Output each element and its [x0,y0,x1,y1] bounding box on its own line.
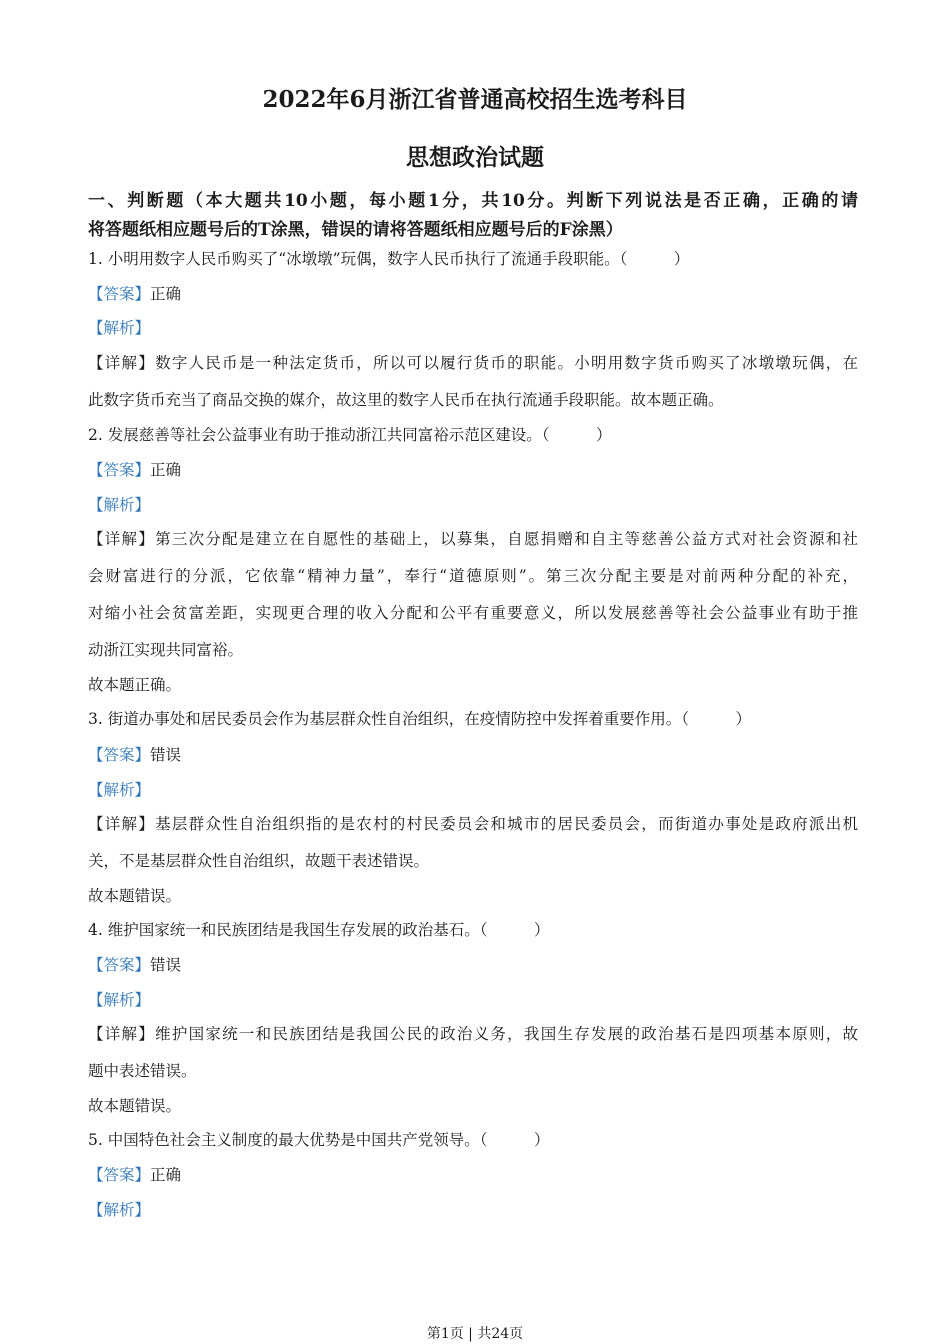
detail-text: 数字人民币是一种法定货币，所以可以履行货币的职能。小明用数字货币购买了冰墩墩玩偶，在 [155,354,858,372]
answer-label: 【答案】 [88,956,151,974]
question-stem: 5. 中国特色社会主义制度的最大优势是中国共产党领导。（ ） [88,1131,550,1149]
answer-line [88,955,858,975]
answer-line [88,1165,858,1185]
analysis-label: 【解析】 [88,781,151,799]
question-stem: 3. 街道办事处和居民委员会作为基层群众性自治组织，在疫情防控中发挥着重要作用。（ ） [88,710,751,728]
detail-line [88,529,858,549]
detail-label: 【详解】 [88,354,156,372]
detail-line: 关，不是基层群众性自治组织，故题干表述错误。 [88,852,430,870]
answer-label: 【答案】 [88,461,151,479]
document-title: 2022年6月浙江省普通高校招生选考科目 [262,86,688,113]
answer-value: 错误 [150,956,182,974]
answer-value: 正确 [150,461,182,479]
analysis-label: 【解析】 [88,991,151,1009]
page-footer: 第1页 | 共24页 [426,1326,524,1342]
conclusion: 故本题错误。 [88,1097,182,1115]
analysis-label: 【解析】 [88,1201,151,1219]
detail-line: 会财富进行的分派，它依靠“精神力量”，奉行“道德原则”。第三次分配主要是对前两种分配的补充， [88,567,858,585]
question-stem: 1. 小明用数字人民币购买了“冰墩墩”玩偶，数字人民币执行了流通手段职能。（ ） [88,250,690,268]
answer-value: 正确 [150,1166,182,1184]
detail-line: 此数字货币充当了商品交换的媒介，故这里的数字人民币在执行流通手段职能。故本题正确。 [88,391,724,409]
answer-value: 错误 [150,746,182,764]
detail-label: 【详解】 [88,530,156,548]
detail-line: 动浙江实现共同富裕。 [88,641,244,659]
conclusion: 故本题错误。 [88,887,182,905]
answer-line [88,745,858,765]
answer-line [88,460,858,480]
detail-label: 【详解】 [88,1025,156,1043]
question-stem: 4. 维护国家统一和民族团结是我国生存发展的政治基石。（ ） [88,921,550,939]
question-stem: 2. 发展慈善等社会公益事业有助于推动浙江共同富裕示范区建设。（ ） [88,426,612,444]
answer-label: 【答案】 [88,285,151,303]
detail-line: 题中表述错误。 [88,1062,197,1080]
detail-line [88,353,858,373]
section-heading: 一、判断题（本大题共10小题，每小题1分，共10分。判断下列说法是否正确，正确的请 [88,191,858,211]
analysis-label: 【解析】 [88,319,151,337]
document-subtitle: 思想政治试题 [406,144,544,171]
section-heading-cont: 将答题纸相应题号后的T涂黑，错误的请将答题纸相应题号后的F涂黑） [88,220,623,240]
detail-text: 维护国家统一和民族团结是我国公民的政治义务，我国生存发展的政治基石是四项基本原则，故 [155,1025,858,1043]
detail-text: 第三次分配是建立在自愿性的基础上，以募集，自愿捐赠和自主等慈善公益方式对社会资源和社 [155,530,858,548]
answer-line [88,284,858,304]
detail-line [88,1024,858,1044]
answer-label: 【答案】 [88,746,151,764]
answer-label: 【答案】 [88,1166,151,1184]
conclusion: 故本题正确。 [88,676,182,694]
detail-line [88,814,858,834]
detail-label: 【详解】 [88,815,156,833]
analysis-label: 【解析】 [88,496,151,514]
detail-text: 基层群众性自治组织指的是农村的村民委员会和城市的居民委员会，而街道办事处是政府派出机 [155,815,858,833]
answer-value: 正确 [150,285,182,303]
detail-line: 对缩小社会贫富差距，实现更合理的收入分配和公平有重要意义，所以发展慈善等社会公益事业有助于推 [88,604,858,622]
